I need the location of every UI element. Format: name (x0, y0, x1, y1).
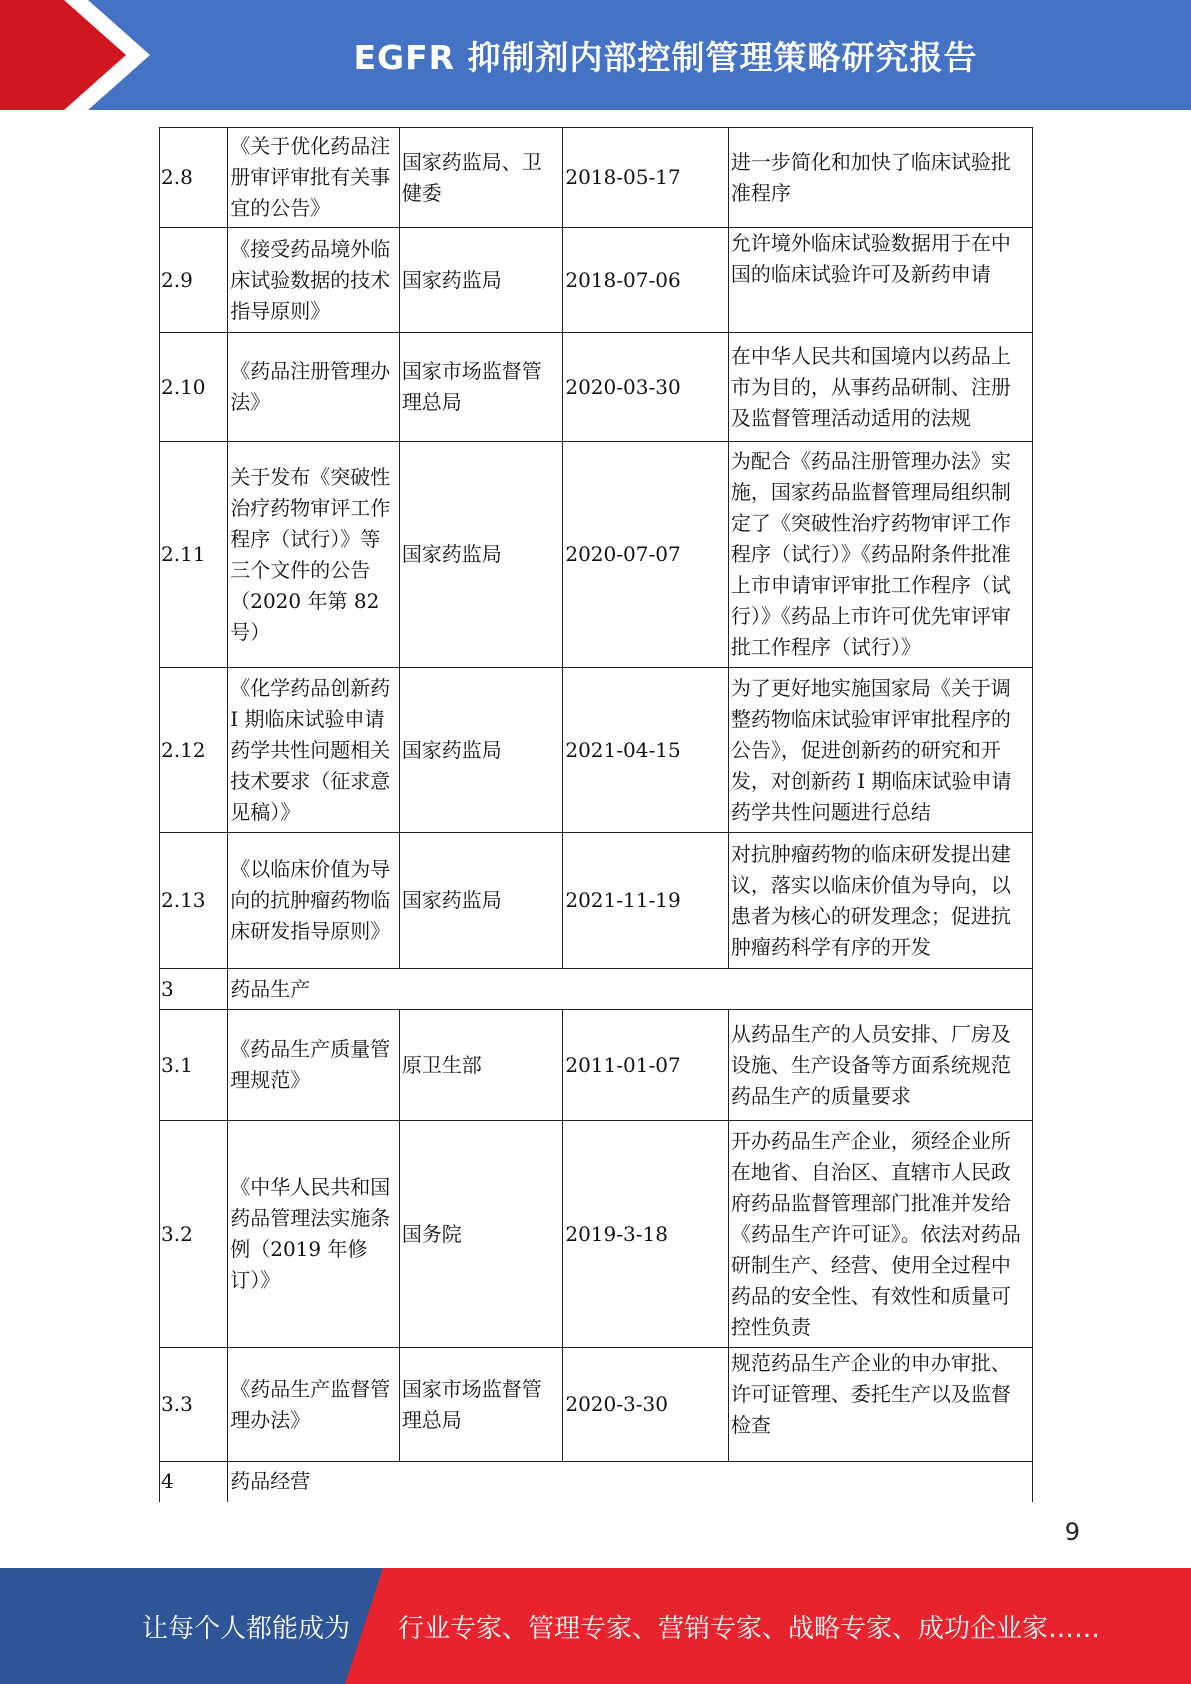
issue-date: 2019-3-18 (563, 1121, 729, 1348)
row-number: 3.1 (160, 1010, 228, 1121)
issuing-department: 国家药监局 (399, 668, 563, 833)
section-title: 药品生产 (228, 969, 1033, 1010)
regulation-description: 在中华人民共和国境内以药品上市为目的，从事药品研制、注册及监督管理活动适用的法规 (728, 333, 1032, 442)
regulation-description: 为配合《药品注册管理办法》实施，国家药品监督管理局组织制定了《突破性治疗药物审评工作程序（试行）》《药品附条件批准上市申请审评审批工作程序（试行）》《药品上市许可优先审评审批工作程序（试行）》 (728, 442, 1032, 668)
issuing-department: 国家市场监督管理总局 (399, 333, 563, 442)
regulation-description: 允许境外临床试验数据用于在中国的临床试验许可及新药申请 (728, 228, 1032, 333)
issuing-department: 国务院 (399, 1121, 563, 1348)
regulation-name: 《中华人民共和国药品管理法实施条例（2019 年修订）》 (228, 1121, 400, 1348)
page-number: 9 (1064, 1518, 1080, 1546)
section-row (160, 969, 1033, 1010)
page-header (0, 0, 1191, 110)
issuing-department: 国家药监局、卫健委 (399, 128, 563, 228)
table-row (160, 1121, 1033, 1348)
table-row (160, 442, 1033, 668)
table-row (160, 128, 1033, 228)
issue-date: 2020-07-07 (563, 442, 729, 668)
row-number: 2.9 (160, 228, 228, 333)
issuing-department: 国家药监局 (399, 442, 563, 668)
section-number: 4 (160, 1462, 228, 1502)
regulation-description: 为了更好地实施国家局《关于调整药物临床试验审评审批程序的公告》，促进创新药的研究和开发，对创新药 I 期临床试验申请药学共性问题进行总结 (728, 668, 1032, 833)
row-number: 3.3 (160, 1348, 228, 1462)
issue-date: 2021-11-19 (563, 833, 729, 969)
regulation-description: 对抗肿瘤药物的临床研发提出建议，落实以临床价值为导向，以患者为核心的研发理念；促进抗肿瘤药科学有序的开发 (728, 833, 1032, 969)
table-row (160, 833, 1033, 969)
regulation-name: 《药品生产监督管理办法》 (228, 1348, 400, 1462)
page-footer (0, 1568, 1191, 1684)
row-number: 2.11 (160, 442, 228, 668)
issuing-department: 国家药监局 (399, 833, 563, 969)
section-row (160, 1462, 1033, 1502)
table-row (160, 1348, 1033, 1462)
table-row (160, 228, 1033, 333)
regulation-name: 《药品注册管理办法》 (228, 333, 400, 442)
issue-date: 2018-07-06 (563, 228, 729, 333)
regulation-description: 开办药品生产企业，须经企业所在地省、自治区、直辖市人民政府药品监督管理部门批准并发给《药品生产许可证》。依法对药品研制生产、经营、使用全过程中药品的安全性、有效性和质量可控性负责 (728, 1121, 1032, 1348)
row-number: 2.12 (160, 668, 228, 833)
row-number: 2.13 (160, 833, 228, 969)
issuing-department: 国家药监局 (399, 228, 563, 333)
document-title: EGFR 抑制剂内部控制管理策略研究报告 (353, 37, 978, 77)
regulation-name: 《化学药品创新药 I 期临床试验申请药学共性问题相关技术要求（征求意见稿）》 (228, 668, 400, 833)
regulation-name: 《关于优化药品注册审评审批有关事宜的公告》 (228, 128, 400, 228)
regulation-name: 《以临床价值为导向的抗肿瘤药物临床研发指导原则》 (228, 833, 400, 969)
issue-date: 2020-3-30 (563, 1348, 729, 1462)
table-row (160, 333, 1033, 442)
regulation-name: 《药品生产质量管理规范》 (228, 1010, 400, 1121)
section-number: 3 (160, 969, 228, 1010)
issuing-department: 原卫生部 (399, 1010, 563, 1121)
table-row (160, 1010, 1033, 1121)
regulation-description: 规范药品生产企业的申办审批、许可证管理、委托生产以及监督检查 (728, 1348, 1032, 1462)
table-row (160, 668, 1033, 833)
footer-slogan-lead: 让每个人都能成为 (142, 1613, 351, 1644)
row-number: 2.8 (160, 128, 228, 228)
header-chevron-icon (0, 0, 160, 110)
regulation-table (159, 127, 1033, 1502)
section-title: 药品经营 (228, 1462, 1033, 1502)
issue-date: 2011-01-07 (563, 1010, 729, 1121)
regulation-name: 关于发布《突破性治疗药物审评工作程序（试行）》等三个文件的公告（2020 年第 82 号） (228, 442, 400, 668)
issue-date: 2021-04-15 (563, 668, 729, 833)
row-number: 2.10 (160, 333, 228, 442)
issuing-department: 国家市场监督管理总局 (399, 1348, 563, 1462)
issue-date: 2018-05-17 (563, 128, 729, 228)
row-number: 3.2 (160, 1121, 228, 1348)
regulation-name: 《接受药品境外临床试验数据的技术指导原则》 (228, 228, 400, 333)
footer-slogan-tail: 行业专家、管理专家、营销专家、战略专家、成功企业家…… (398, 1613, 1101, 1644)
issue-date: 2020-03-30 (563, 333, 729, 442)
regulation-description: 从药品生产的人员安排、厂房及设施、生产设备等方面系统规范药品生产的质量要求 (728, 1010, 1032, 1121)
regulation-description: 进一步简化和加快了临床试验批准程序 (728, 128, 1032, 228)
